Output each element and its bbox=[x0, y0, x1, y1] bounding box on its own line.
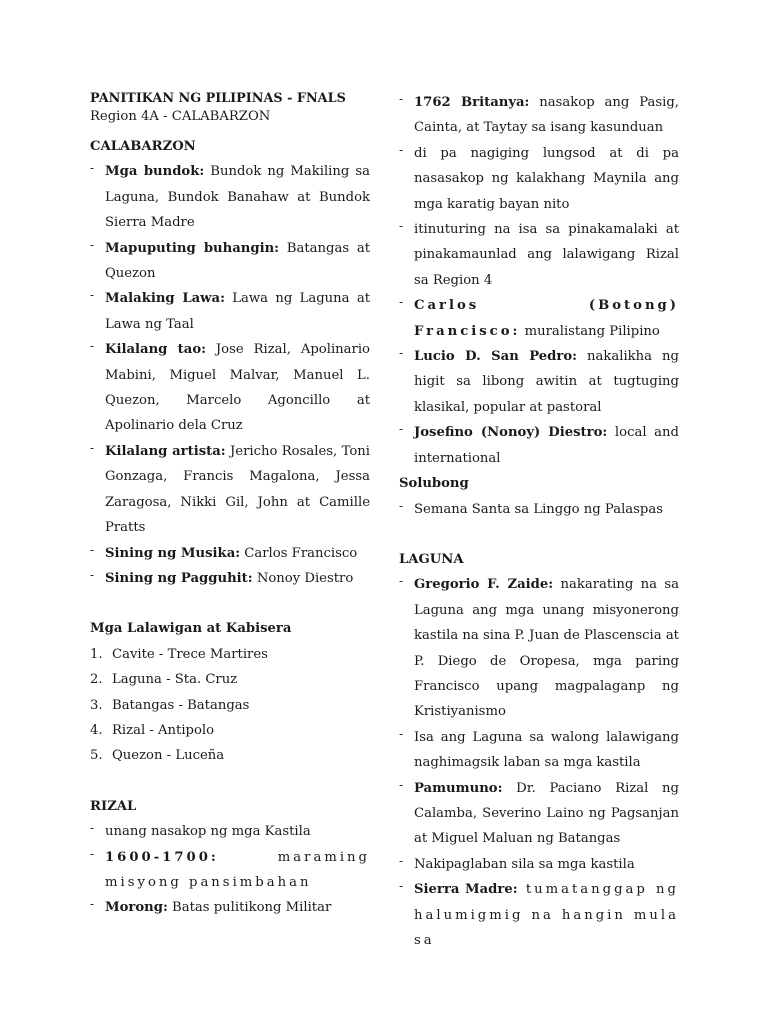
list-item bbox=[90, 743, 370, 768]
item-text: itinuturing na isa sa pinakamalaki at pinakamaunlad ang lalawigang Rizal sa Region 4 bbox=[414, 222, 679, 288]
rizal-heading: RIZAL bbox=[90, 798, 137, 814]
item-label: 1600-1700: bbox=[105, 849, 219, 865]
item-label: Mapuputing buhangin: bbox=[105, 240, 280, 256]
item-text: Lawa ng Laguna at Lawa ng Taal bbox=[105, 291, 370, 332]
rizal-list bbox=[90, 819, 370, 921]
rizal-list-continued bbox=[399, 90, 679, 471]
list-item bbox=[399, 90, 679, 141]
list-item bbox=[90, 845, 370, 896]
item-text: Rizal - Antipolo bbox=[112, 722, 215, 738]
list-item bbox=[90, 895, 370, 920]
item-number: 1. bbox=[90, 646, 103, 662]
item-text: Nonoy Diestro bbox=[252, 570, 354, 586]
list-item bbox=[90, 337, 370, 439]
item-label: Carlos (Botong) Francisco: bbox=[414, 298, 679, 339]
item-text: muralistang Pilipino bbox=[520, 323, 660, 339]
laguna-list bbox=[399, 572, 679, 953]
spacer bbox=[90, 591, 370, 616]
calabarzon-heading: CALABARZON bbox=[90, 139, 196, 154]
item-text: Batas pulitikong Militar bbox=[167, 900, 332, 916]
calabarzon-list bbox=[90, 159, 370, 591]
solubong-list bbox=[399, 497, 679, 522]
item-label: Gregorio F. Zaide: bbox=[414, 577, 554, 593]
item-label: Morong: bbox=[105, 900, 168, 916]
item-text: nakalikha ng higit sa libong awitin at tugtuging klasikal, popular at pastoral bbox=[414, 349, 679, 415]
item-label: Kilalang artista: bbox=[105, 443, 226, 459]
item-number: 5. bbox=[90, 748, 103, 764]
item-text: Batangas - Batangas bbox=[112, 697, 250, 713]
spacer bbox=[90, 769, 370, 794]
item-text: Isa ang Laguna sa walong lalawigang naghimagsik laban sa mga kastila bbox=[414, 729, 679, 771]
list-item bbox=[90, 236, 370, 287]
document-subtitle: Region 4A - CALABARZON bbox=[90, 109, 271, 124]
list-item bbox=[90, 819, 370, 844]
right-column bbox=[399, 90, 679, 953]
item-label: Pamumuno: bbox=[414, 780, 503, 796]
item-label: Sining ng Musika: bbox=[105, 545, 241, 561]
item-label: Sining ng Pagguhit: bbox=[105, 570, 253, 586]
item-text: Carlos Francisco bbox=[240, 545, 358, 561]
item-text: Jose Rizal, Apolinario Mabini, Miguel Malvar, Manuel L. Quezon, Marcelo Agoncillo at Apolinario dela Cruz bbox=[105, 342, 370, 434]
list-item bbox=[90, 693, 370, 718]
list-item bbox=[90, 159, 370, 235]
list-item bbox=[399, 420, 679, 471]
item-text: maraming misyong pansimbahan bbox=[105, 849, 370, 890]
spacer bbox=[399, 522, 679, 547]
item-text: local and international bbox=[414, 425, 679, 466]
document-title: PANITIKAN NG PILIPINAS - FNALS bbox=[90, 91, 346, 106]
list-item bbox=[399, 877, 679, 953]
item-number: 2. bbox=[90, 672, 103, 688]
item-text: unang nasakop ng mga Kastila bbox=[105, 824, 311, 840]
item-text: Quezon - Luceña bbox=[112, 748, 225, 764]
item-label: Josefino (Nonoy) Diestro: bbox=[414, 425, 608, 441]
item-label: Lucio D. San Pedro: bbox=[414, 349, 577, 365]
list-item bbox=[399, 852, 679, 877]
item-label: Kilalang tao: bbox=[105, 342, 206, 358]
list-item bbox=[399, 572, 679, 724]
list-item bbox=[399, 141, 679, 217]
list-item bbox=[399, 497, 679, 522]
list-item bbox=[90, 642, 370, 667]
list-item bbox=[399, 725, 679, 776]
item-text: Laguna - Sta. Cruz bbox=[112, 672, 238, 688]
provinces-heading: Mga Lalawigan at Kabisera bbox=[90, 621, 292, 637]
provinces-list bbox=[90, 642, 370, 769]
item-text: Bundok ng Makiling sa Laguna, Bundok Banahaw at Bundok Sierra Madre bbox=[105, 164, 370, 231]
list-item bbox=[90, 439, 370, 541]
item-text: nasakop ang Pasig, Cainta, at Taytay sa isang kasunduan bbox=[414, 95, 679, 136]
list-item bbox=[399, 776, 679, 852]
list-item bbox=[399, 217, 679, 293]
item-text: Batangas at Quezon bbox=[105, 240, 370, 282]
item-text: di pa nagiging lungsod at di pa nasasakop ng kalakhang Maynila ang mga karatig bayan nito bbox=[414, 145, 679, 212]
list-item bbox=[90, 566, 370, 591]
list-item bbox=[90, 667, 370, 692]
item-label: Mga bundok: bbox=[105, 164, 205, 180]
item-text: Dr. Paciano Rizal ng Calamba, Severino Laino ng Pagsanjan at Miguel Maluan ng Batangas bbox=[414, 780, 679, 847]
list-item bbox=[90, 286, 370, 337]
item-number: 3. bbox=[90, 697, 103, 713]
item-text: Jericho Rosales, Toni Gonzaga, Francis Magalona, Jessa Zaragosa, Nikki Gil, John at Camille Pratts bbox=[105, 443, 370, 536]
item-label: Sierra Madre: bbox=[414, 882, 518, 898]
list-item bbox=[90, 718, 370, 743]
item-label: Malaking Lawa: bbox=[105, 291, 225, 307]
left-column bbox=[90, 90, 370, 921]
laguna-heading: LAGUNA bbox=[399, 551, 464, 567]
list-item bbox=[399, 344, 679, 420]
solubong-heading: Solubong bbox=[399, 476, 469, 492]
item-number: 4. bbox=[90, 722, 103, 738]
item-text: Cavite - Trece Martires bbox=[112, 646, 268, 662]
list-item bbox=[90, 541, 370, 566]
item-text: nakarating na sa Laguna ang mga unang misyonerong kastila na sina P. Juan de Plascenscia at P. Diego de Oropesa, mga paring Francisco upang magpalaganp ng Kristiyanismo bbox=[414, 577, 680, 720]
item-text: Semana Santa sa Linggo ng Palaspas bbox=[414, 501, 663, 517]
item-text: tumatanggap ng halumigmig na hangin mula sa bbox=[414, 882, 679, 948]
list-item bbox=[399, 293, 679, 344]
item-text: Nakipaglaban sila sa mga kastila bbox=[414, 856, 635, 872]
item-label: 1762 Britanya: bbox=[414, 95, 530, 110]
